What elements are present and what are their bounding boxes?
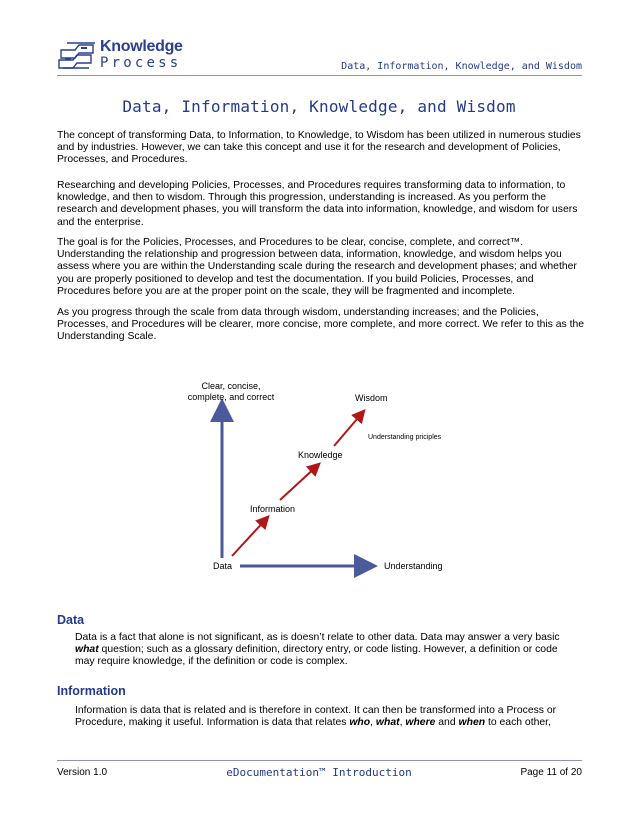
section-body-information: Information is data that is related and is therefore in context. It can then be transformed into a Process or Procedure, making it useful. Information is data that relates who, what, where and when to each other, bbox=[75, 705, 557, 729]
section-heading-information: Information bbox=[57, 684, 126, 698]
section-heading-data: Data bbox=[57, 613, 85, 627]
y-axis-label-line2: complete, and correct bbox=[187, 392, 275, 402]
footer-divider bbox=[57, 760, 582, 761]
information-label: Information bbox=[250, 504, 296, 514]
header-divider bbox=[57, 75, 582, 76]
footer-version: Version 1.0 bbox=[57, 767, 108, 778]
footer-page-number: Page 11 of 20 bbox=[520, 767, 582, 778]
section-body-data: Data is a fact that alone is not significant, as is doesn’t relate to other data. Data may answer a very basic what question; such as a glossary definition, directory entry, or code listing. However, a definition or code may require knowledge, if the definition or code is complex. bbox=[75, 632, 560, 668]
knowledge-to-wisdom-arrow bbox=[334, 412, 363, 446]
wisdom-label: Wisdom bbox=[355, 393, 388, 403]
understanding-scale-diagram bbox=[0, 370, 638, 585]
logo-word-process: Process bbox=[100, 55, 182, 71]
understanding-principles-note: Understanding priciples bbox=[368, 434, 442, 441]
x-axis-label: Understanding bbox=[384, 561, 443, 571]
logo-word-knowledge: Knowledge bbox=[100, 38, 183, 55]
knowledge-process-logo bbox=[57, 38, 197, 72]
y-axis-label-line1: Clear, concise, bbox=[201, 381, 261, 391]
page-title: Data, Information, Knowledge, and Wisdom bbox=[122, 97, 516, 116]
data-label: Data bbox=[213, 561, 233, 571]
paragraph-intro: The concept of transforming Data, to Information, to Knowledge, to Wisdom has been utilized in numerous studies and by industries. However, we can take this concept and use it for the research and development of Policies, Processes, and Procedures. bbox=[57, 130, 581, 166]
data-to-information-arrow bbox=[232, 518, 267, 556]
running-header-title: Data, Information, Knowledge, and Wisdom bbox=[341, 61, 582, 72]
information-to-knowledge-arrow bbox=[280, 465, 318, 500]
footer-document-title: eDocumentation™ Introduction bbox=[226, 766, 412, 779]
paragraph-progress: As you progress through the scale from data through wisdom, understanding increases; and the Policies, Processes, and Procedures will be clearer, more concise, more complete, and more correct. We refer to this as the Understanding Scale. bbox=[57, 307, 585, 343]
logo-mark-icon bbox=[57, 38, 101, 72]
knowledge-label: Knowledge bbox=[298, 450, 343, 460]
paragraph-goal: The goal is for the Policies, Processes, and Procedures to be clear, concise, complete, and correct™. Understanding the relationship and progression between data, information, knowledge, and wisdom helps you assess where you are within the Understanding scale during the research and development phases; and whether you are properly positioned to develop and test the documentation. If you build Policies, Processes, and Procedures before you are at the proper point on the scale, they will be fragmented and incomplete. bbox=[57, 237, 577, 297]
paragraph-research: Researching and developing Policies, Processes, and Procedures requires transforming data to information, to knowledge, and then to wisdom. Through this progression, understanding is increased. As you perform the research and development phases, you will transform the data into information, knowledge, and wisdom for users and the enterprise. bbox=[57, 180, 578, 228]
